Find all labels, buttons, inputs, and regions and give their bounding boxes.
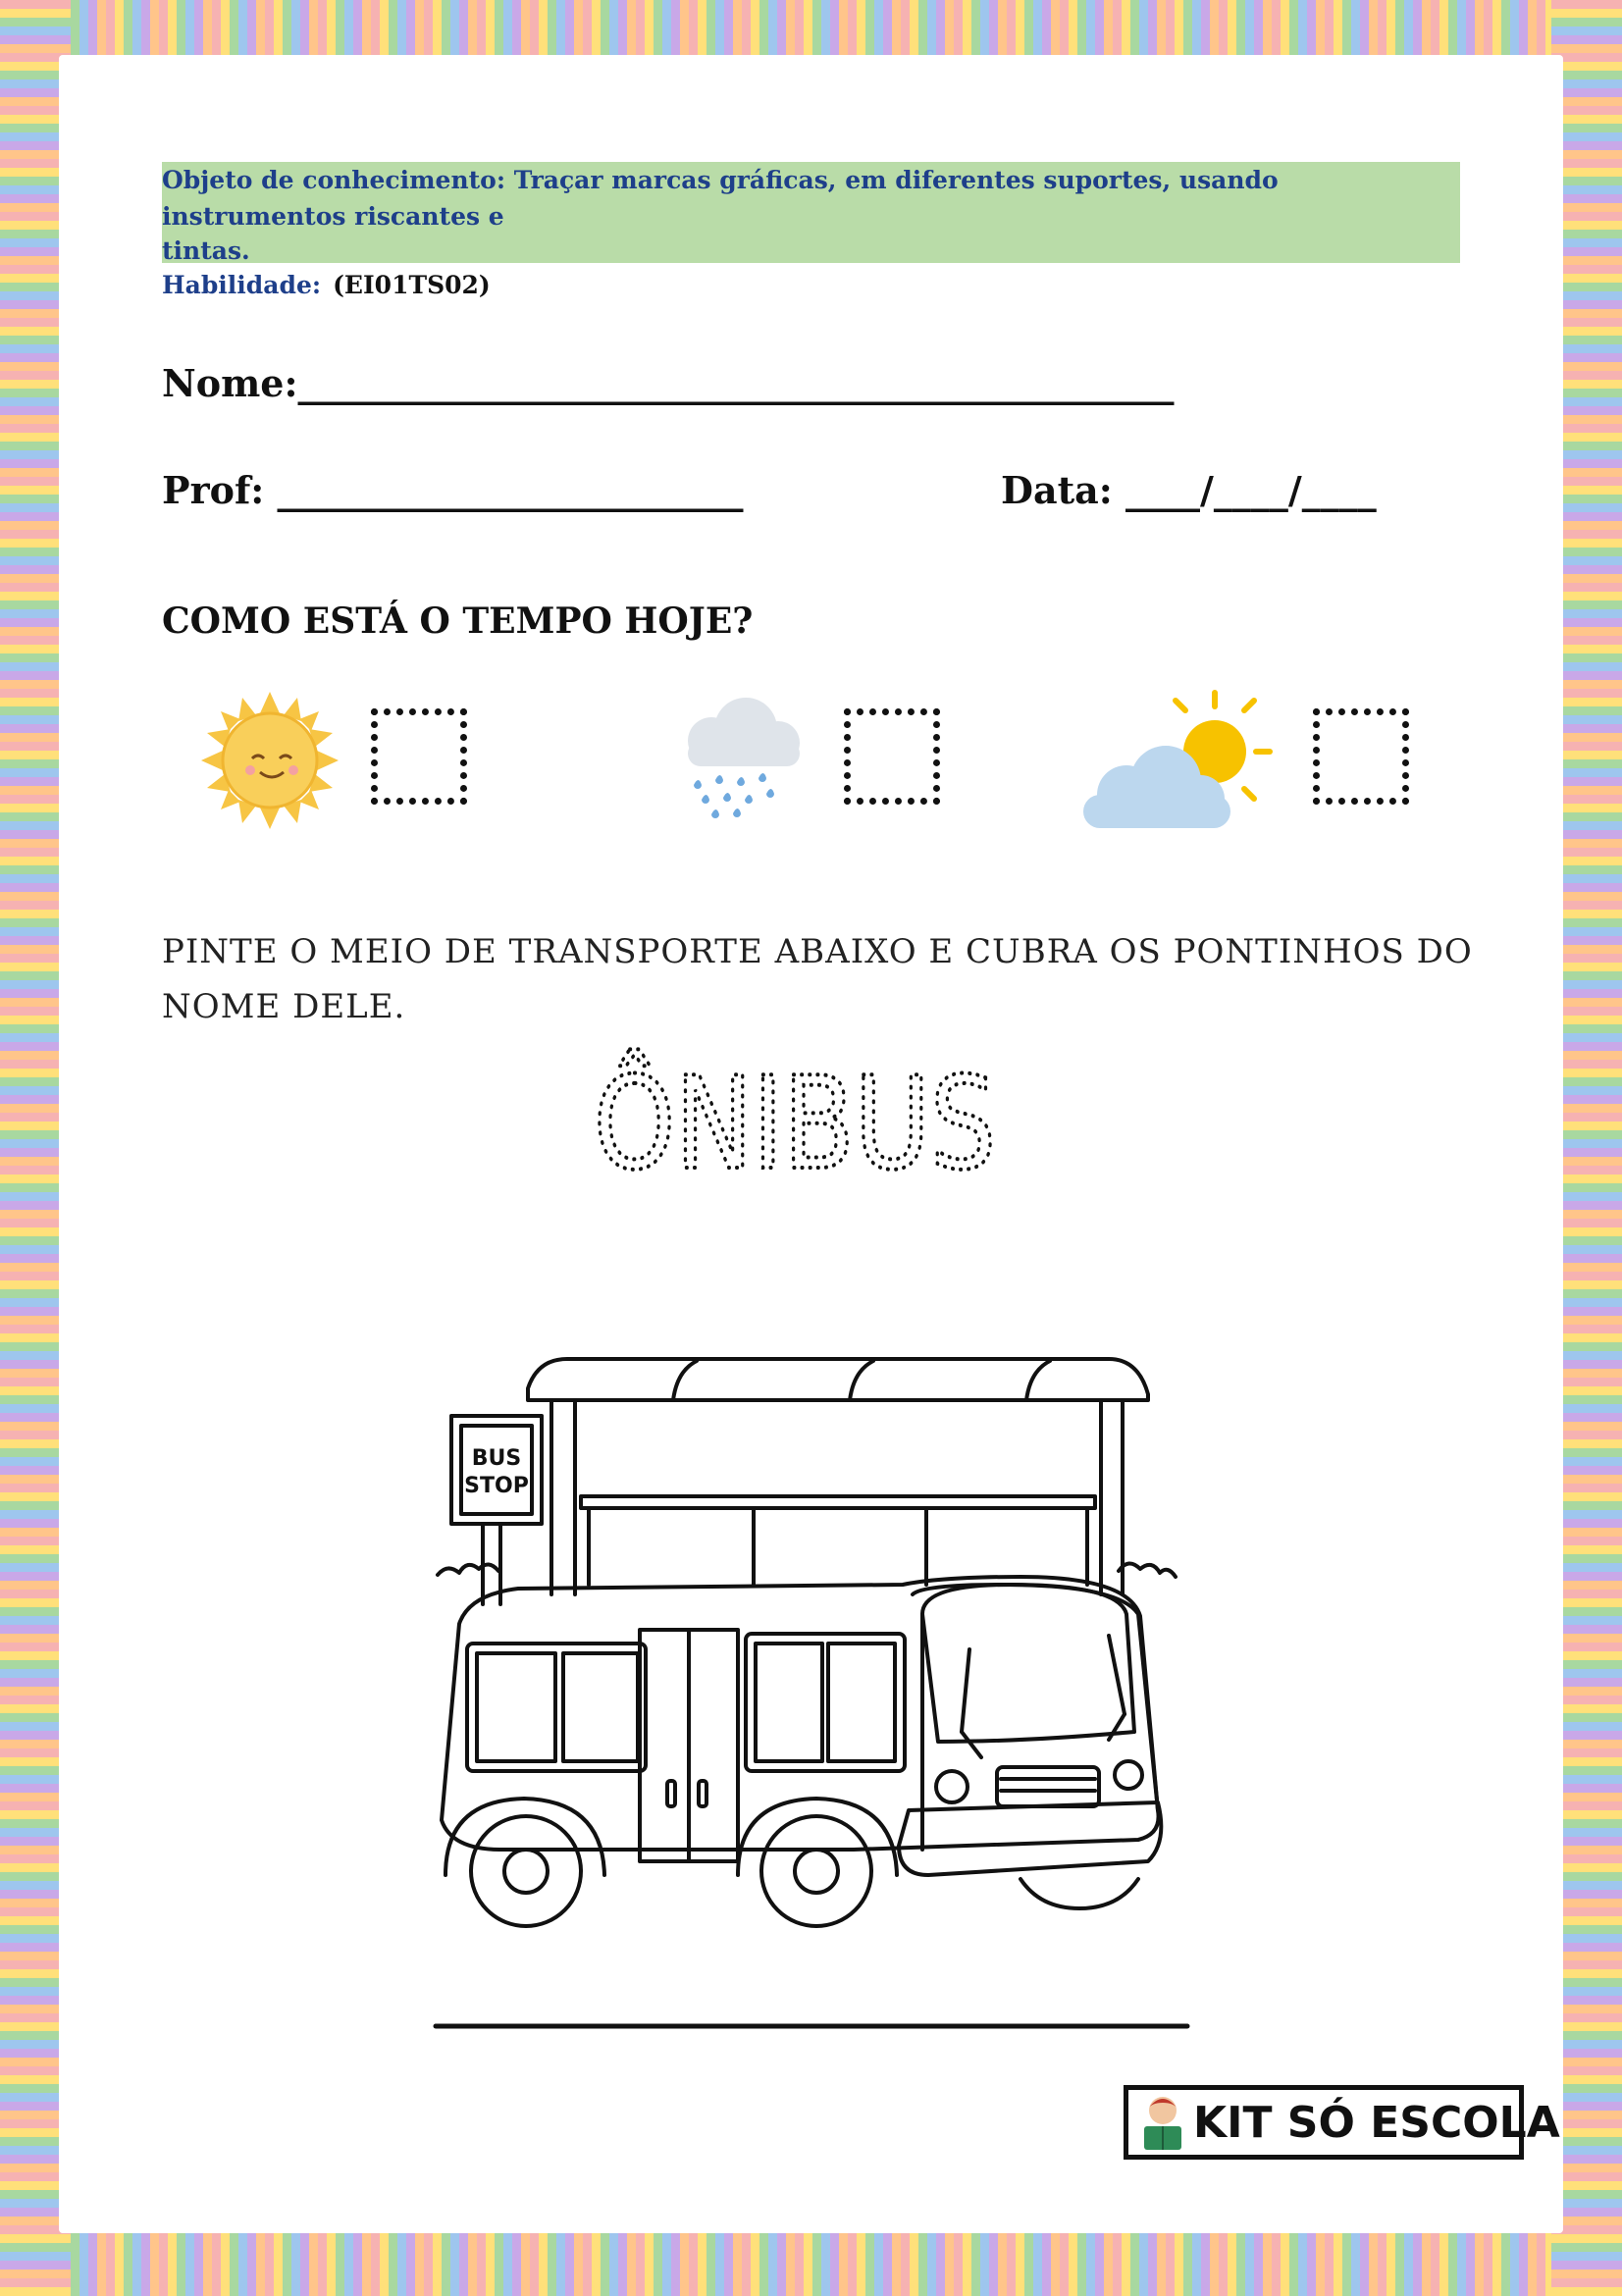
objective-text: Objeto de conhecimento: Traçar marcas gráficas, em diferentes suportes, usando instrumentos riscantes e <box>162 166 1279 231</box>
skill-label: Habilidade: <box>162 271 322 299</box>
weather-question: COMO ESTÁ O TEMPO HOJE? <box>162 600 754 642</box>
objective-banner <box>162 162 1460 299</box>
name-field[interactable]: Nome:_______________________________________________ <box>162 361 1175 405</box>
rain-cloud-icon <box>672 692 810 829</box>
partly-cloudy-checkbox[interactable] <box>1313 708 1409 805</box>
bus-stop-sign-line2: STOP <box>464 1474 529 1498</box>
date-field[interactable]: Data: ____/____/____ <box>1001 468 1377 512</box>
sun-checkbox[interactable] <box>371 708 467 805</box>
pencil-border-bottom <box>0 2225 1622 2296</box>
rain-checkbox[interactable] <box>844 708 940 805</box>
partly-cloudy-icon <box>1079 687 1276 834</box>
trace-word-onibus[interactable] <box>594 1040 1006 1198</box>
objective-text-cont: tintas. <box>162 236 250 265</box>
brand-logo-text: KIT SÓ ESCOLA <box>1193 2097 1560 2148</box>
bus-stop-sign-line1: BUS <box>471 1446 522 1471</box>
skill-code: (EI01TS02) <box>333 271 491 299</box>
trace-word-text: ÔNIBUS <box>594 1049 996 1198</box>
activity-instruction: PINTE O MEIO DE TRANSPORTE ABAIXO E CUBRA OS PONTINHOS DO NOME DELE. <box>162 932 1473 1026</box>
reading-child-icon <box>1138 2093 1187 2152</box>
bus-coloring-illustration[interactable] <box>432 1320 1197 2036</box>
skill-line <box>162 267 1460 303</box>
sun-icon <box>201 692 339 829</box>
brand-logo <box>1124 2085 1560 2160</box>
teacher-field[interactable]: Prof: _________________________ <box>162 468 744 512</box>
